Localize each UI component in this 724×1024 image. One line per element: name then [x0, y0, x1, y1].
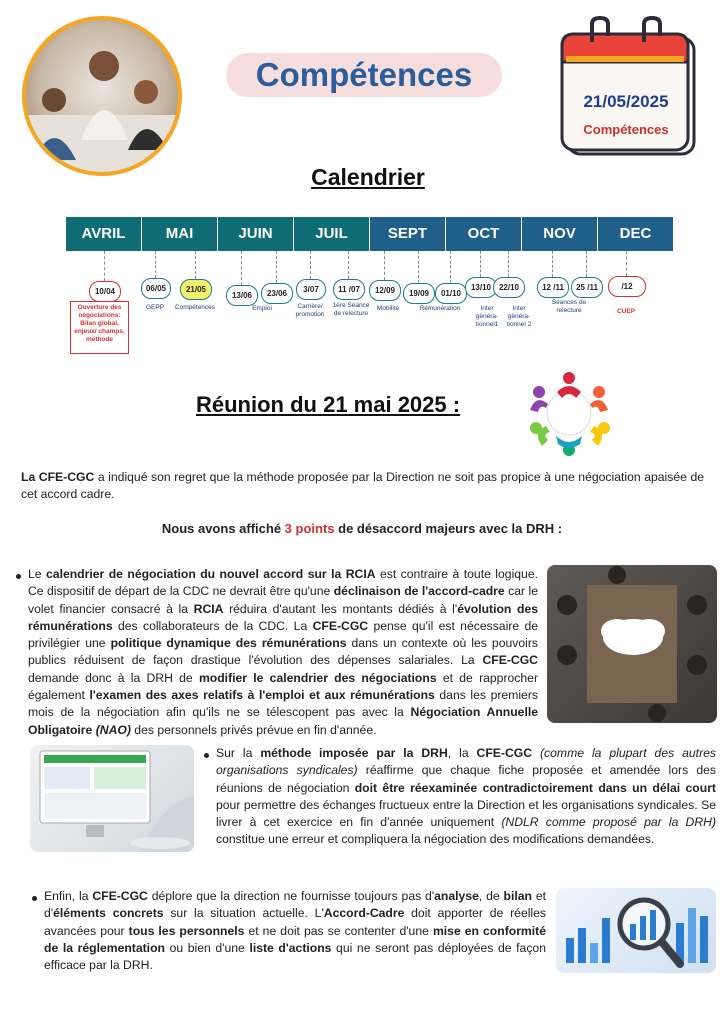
- point-1-paragraph: Le calendrier de négociation du nouvel accord sur la RCIA est contraire à toute logique. Ce dispositif de départ de la CDC ne devrait être qu'une déclinaison de l'accord-cadre car le volet financier consacré à la RCIA réduira d'autant les montants dédiés à l'évolution des rémunérations des collaborateurs de la CDC. La CFE-CGC pense qu'il est nécessaire de privilégier une politique dynamique des rémunérations dans un contexte où les pouvoirs publics réduisent de façon drastique l'évolution des dépenses salariales. La CFE-CGC demande donc à la DRH de modifier le calendrier des négociations et de rapprocher également l'examen des axes relatifs à l'emploi et aux rémunérations dans les premiers mois de la négociation afin qu'ils ne se télescopent pas avec la Négociation Annuelle Obligatoire (NAO) des personnels privés prévue en fin d'année.: [28, 567, 539, 737]
- bullet-dot: [16, 574, 21, 579]
- dashboard-computer-image: [30, 745, 194, 852]
- date-oval: 01/10: [435, 283, 467, 304]
- bullet-dot: [32, 896, 37, 901]
- date-oval: 25 /11: [571, 277, 603, 298]
- date-oval: /12: [608, 276, 646, 297]
- date-label: Rémunération: [419, 305, 461, 312]
- month-july: JUIL: [294, 217, 370, 251]
- date-label: Mobilité: [376, 305, 400, 312]
- date-oval-current: 21/05: [180, 279, 212, 300]
- date-oval: 06/05: [141, 278, 171, 299]
- date-label: Carrière/ promotion: [295, 303, 325, 318]
- date-label: Séances de relecture: [551, 299, 587, 314]
- month-june: JUIN: [218, 217, 294, 251]
- meeting-title: Réunion du 21 mai 2025 :: [196, 392, 461, 417]
- date-label: CUEP: [616, 308, 636, 315]
- date-oval: 11 /07: [333, 279, 365, 300]
- date-oval: 13/06: [226, 285, 258, 306]
- date-oval: 12 /11: [537, 277, 569, 298]
- date-oval: 19/09: [403, 283, 435, 304]
- month-bar: [66, 217, 673, 251]
- month-december: DEC: [598, 217, 673, 251]
- intro-paragraph: La CFE-CGC a indiqué son regret que la méthode proposée par la Direction ne soit pas propice à une négociation apaisée de cet accord cadre.: [21, 470, 704, 501]
- date-label: Inter généra-tionnel 2: [506, 305, 532, 328]
- bullet-dot: [204, 753, 209, 758]
- calendar-heading: Calendrier: [311, 164, 425, 190]
- teamwork-circle-icon: [524, 370, 614, 456]
- month-september: SEPT: [370, 217, 446, 251]
- calendar-subtitle: Compétences: [583, 122, 669, 137]
- date-oval: 3/07: [296, 279, 326, 300]
- date-label: 1ère Séance de relecture: [332, 302, 370, 317]
- header-photo: [22, 16, 182, 176]
- month-may: MAI: [142, 217, 218, 251]
- month-november: NOV: [522, 217, 598, 251]
- date-oval: 10/04: [89, 281, 121, 302]
- date-oval: 23/06: [261, 283, 293, 304]
- date-oval: 13/10: [465, 277, 497, 298]
- date-label: Emploi: [252, 305, 272, 312]
- date-label: Compétences: [174, 304, 216, 311]
- point-3-paragraph: Enfin, la CFE-CGC déplore que la direction ne fournisse toujours pas d'analyse, de bilan et d'éléments concrets sur la situation actuelle. L'Accord-Cadre doit apporter de réelles avancées pour tous les personnels et ne doit pas se contenter d'une mise en conformité de la réglementation ou bien d'une liste d'actions qui ne seront pas déployées de façon efficace par la DRH.: [44, 889, 547, 973]
- month-april: AVRIL: [66, 217, 142, 251]
- date-label: Inter généra-tionnel1: [475, 305, 499, 328]
- date-oval: 12/09: [369, 280, 401, 301]
- calendar-date: 21/05/2025: [583, 92, 669, 111]
- points-heading: Nous avons affiché 3 points de désaccord majeurs avec la DRH :: [161, 521, 563, 536]
- date-oval: 22/10: [493, 277, 525, 298]
- month-october: OCT: [446, 217, 522, 251]
- meeting-table-image: [547, 565, 717, 723]
- page-title: Compétences: [255, 56, 473, 93]
- point-2-paragraph: Sur la méthode imposée par la DRH, la CFE-CGC (comme la plupart des autres organisations syndicales) réaffirme que chaque fiche proposée et amendée lors des réunions de négociation doit être réexaminée contradictoirement dans un délai court pour permettre des échanges fructueux entre la Direction et les organisations syndicales. Se livrer à cet exercice en fin d'année uniquement (NDLR comme proposé par la DRH) constitue une erreur et compliquera la négociation des modifications demandées.: [216, 746, 716, 847]
- opening-label: Ouverture des négociations: Bilan global, enjeux/ champs, méthode: [70, 301, 129, 354]
- charts-magnifier-image: [556, 888, 716, 973]
- date-label: GEPP: [145, 304, 165, 311]
